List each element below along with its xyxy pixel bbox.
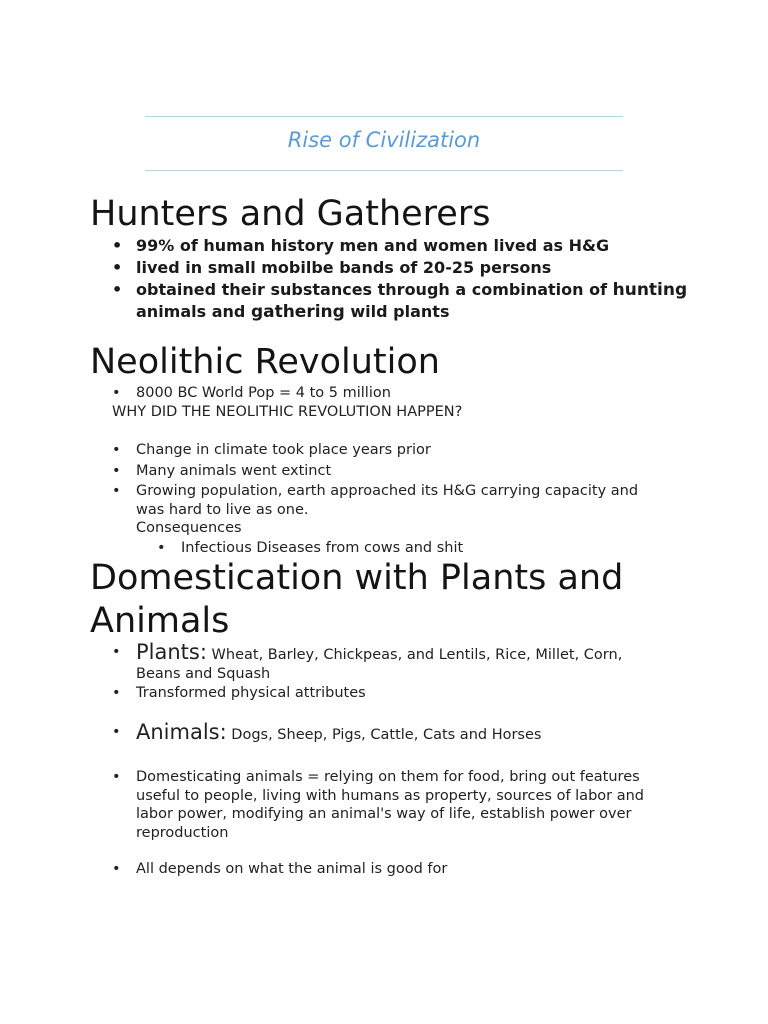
list-item: • 8000 BC World Pop = 4 to 5 million <box>112 384 712 403</box>
gathering-emphasis: gathering <box>250 302 345 322</box>
consequences-label: Consequences <box>136 520 242 536</box>
plants-list <box>112 640 642 703</box>
document-title: Rise of Civilization <box>287 128 481 152</box>
heading-domestication-line1: Domestication with Plants and <box>90 558 624 598</box>
list-item: • Transformed physical attributes <box>112 684 642 703</box>
domesticating-list <box>112 768 652 842</box>
heading-neolithic: Neolithic Revolution <box>90 342 440 382</box>
title-bottom-rule <box>145 170 623 171</box>
hunters-item3-part3: wild plants <box>344 302 450 321</box>
heading-hunters: Hunters and Gatherers <box>90 194 491 234</box>
hunters-list <box>112 235 712 324</box>
list-item <box>112 720 642 745</box>
depends-list <box>112 860 712 879</box>
plants-text: Wheat, Barley, Chickpeas, and Lentils, Rice, Millet, Corn, Beans and Squash <box>136 647 623 682</box>
list-item <box>112 482 652 538</box>
list-item: • Domesticating animals = relying on them for food, bring out features useful to people, living with humans as property, sources of labor and labor power, modifying an animal's way of life, establish power over reproduction <box>112 768 652 842</box>
list-item: • lived in small mobilbe bands of 20-25 persons <box>112 257 712 278</box>
list-item: • 99% of human history men and women lived as H&G <box>112 235 712 256</box>
list-item <box>112 640 642 683</box>
hunters-item3-part2: animals and <box>136 302 251 321</box>
title-top-rule <box>145 116 623 117</box>
list-item: • Change in climate took place years prior <box>112 441 652 460</box>
plants-label: Plants: <box>136 640 207 664</box>
list-item: • Infectious Diseases from cows and shit <box>157 539 557 558</box>
animals-text: Dogs, Sheep, Pigs, Cattle, Cats and Horses <box>226 727 542 743</box>
reason-text: Growing population, earth approached its H&G carrying capacity and was hard to live as one. <box>136 483 639 518</box>
consequences-list <box>157 539 557 558</box>
neolithic-question: WHY DID THE NEOLITHIC REVOLUTION HAPPEN? <box>112 404 463 420</box>
hunters-item3-part1: obtained their substances through a combination of <box>136 280 613 299</box>
list-item <box>112 279 712 323</box>
list-item: • Many animals went extinct <box>112 462 652 481</box>
animals-list <box>112 720 642 745</box>
hunting-emphasis: hunting <box>612 280 688 300</box>
neolithic-pop-list <box>112 384 712 403</box>
neolithic-reasons-list <box>112 441 652 538</box>
list-item: • All depends on what the animal is good for <box>112 860 712 879</box>
animals-label: Animals: <box>136 720 227 744</box>
heading-domestication-line2: Animals <box>90 601 230 641</box>
